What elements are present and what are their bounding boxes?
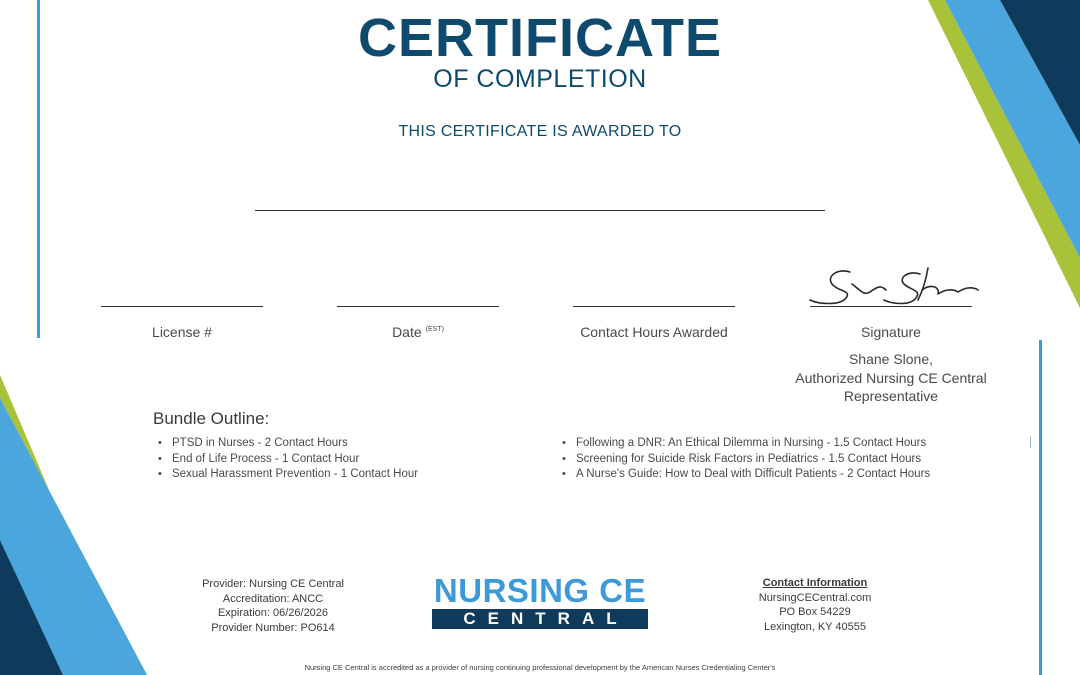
awarded-to-text: THIS CERTIFICATE IS AWARDED TO bbox=[398, 123, 682, 140]
bundle-item: • Sexual Harassment Prevention - 1 Contact Hour bbox=[153, 467, 418, 483]
contact-heading: Contact Information bbox=[762, 577, 868, 589]
signer-title-line1: Authorized Nursing CE Central bbox=[795, 369, 987, 386]
contact-po-box: PO Box 54229 bbox=[779, 606, 851, 618]
bundle-item: • End of Life Process - 1 Contact Hour bbox=[153, 452, 418, 468]
certificate-title: CERTIFICATE bbox=[358, 8, 722, 68]
date-line bbox=[337, 306, 499, 307]
bundle-item: • Screening for Suicide Risk Factors in Pediatrics - 1.5 Contact Hours bbox=[557, 452, 930, 468]
signer-name: Shane Slone, bbox=[848, 351, 934, 367]
bundle-list-right bbox=[557, 436, 930, 483]
date-label-wrap bbox=[337, 324, 499, 340]
provider-number: Provider Number: PO614 bbox=[211, 621, 335, 634]
signature-line bbox=[810, 306, 972, 307]
right-accent-line bbox=[1039, 340, 1042, 675]
right-tick-mark bbox=[1030, 436, 1031, 448]
logo-bottom-text: CENTRAL bbox=[463, 609, 629, 628]
certificate-subtitle: OF COMPLETION bbox=[433, 65, 647, 93]
provider-accreditation: Accreditation: ANCC bbox=[222, 592, 324, 605]
signer-title-line2: Representative bbox=[843, 388, 939, 404]
provider-name: Provider: Nursing CE Central bbox=[202, 578, 344, 590]
contact-info bbox=[735, 576, 895, 634]
date-timezone-note: (EST) bbox=[425, 326, 444, 334]
accreditation-footer: Nursing CE Central is accredited as a provider of nursing continuing professional development by the American Nurses Credentialing Center's bbox=[304, 663, 776, 672]
license-label: License # bbox=[152, 324, 212, 340]
signature-label: Signature bbox=[861, 324, 921, 340]
contact-hours-line bbox=[573, 306, 735, 307]
nursing-ce-central-logo bbox=[430, 572, 650, 631]
contact-hours-label: Contact Hours Awarded bbox=[580, 324, 728, 340]
signer-block bbox=[780, 350, 1002, 406]
contact-city: Lexington, KY 40555 bbox=[764, 620, 866, 633]
license-line bbox=[101, 306, 263, 307]
bundle-list-left bbox=[153, 436, 418, 483]
bundle-item: • A Nurse's Guide: How to Deal with Difficult Patients - 2 Contact Hours bbox=[557, 467, 930, 483]
provider-info bbox=[183, 577, 363, 635]
bundle-item: • PTSD in Nurses - 2 Contact Hours bbox=[153, 436, 418, 452]
bundle-item: • Following a DNR: An Ethical Dilemma in Nursing - 1.5 Contact Hours bbox=[557, 436, 930, 452]
recipient-name-line bbox=[255, 210, 825, 211]
signature-image bbox=[810, 268, 978, 304]
provider-expiration: Expiration: 06/26/2026 bbox=[217, 607, 329, 619]
bundle-outline-title: Bundle Outline: bbox=[153, 409, 270, 428]
logo-top-text: NURSING CE bbox=[433, 572, 647, 609]
date-label: Date bbox=[392, 324, 422, 340]
contact-website: NursingCECentral.com bbox=[758, 591, 872, 604]
